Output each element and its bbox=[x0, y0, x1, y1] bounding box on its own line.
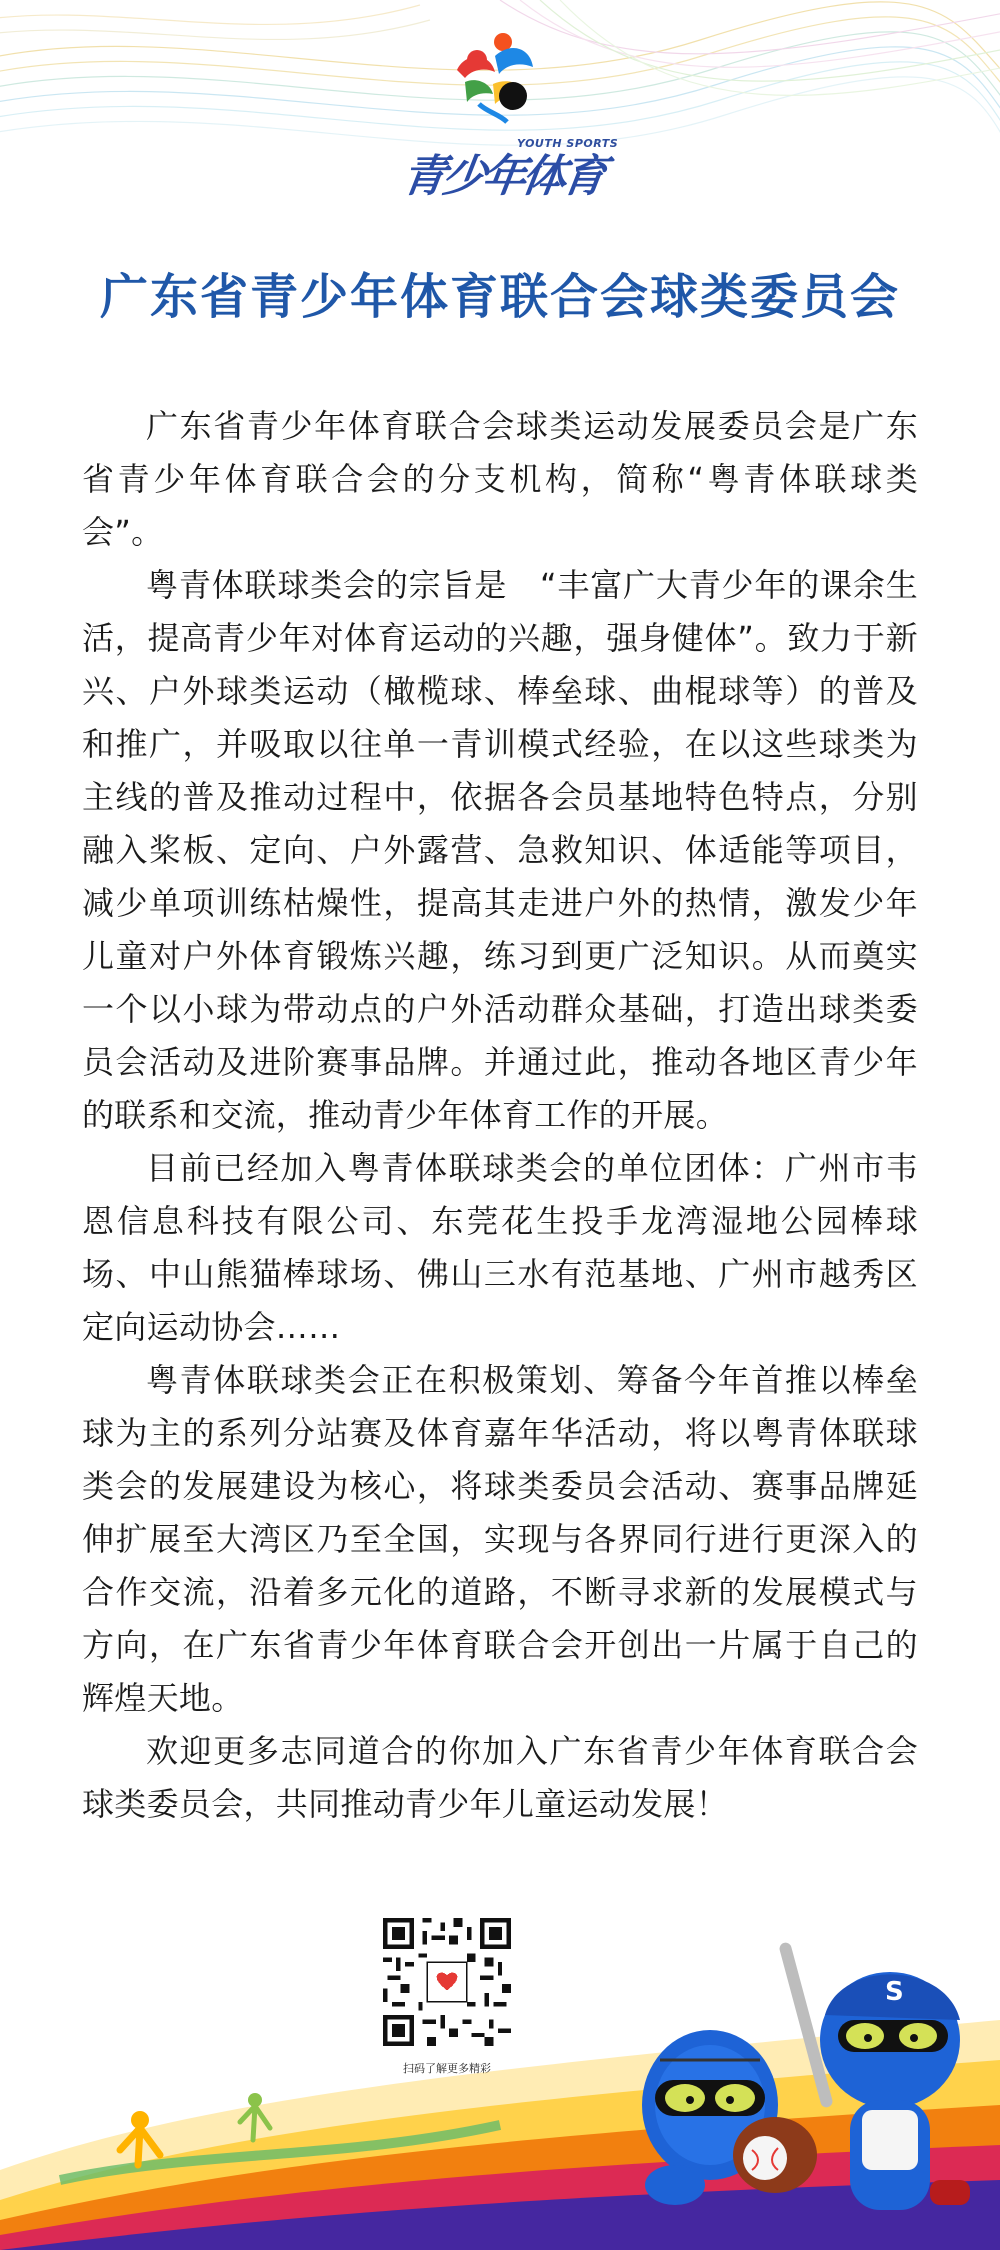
logo-english-text: YOUTH SPORTS bbox=[517, 137, 619, 150]
paragraph-plans: 粤青体联球类会正在积极策划、筹备今年首推以棒垒球为主的系列分站赛及体育嘉年华活动，将以粤青体联球类会的发展建设为核心，将球类委员会活动、赛事品牌延伸扩展至大湾区乃至全国，实现与各界同行进行更深入的合作交流，沿着多元化的道路，不断寻求新的发展模式与方向，在广东省青少年体育联合会开创出一片属于自己的辉煌天地。 bbox=[82, 1361, 918, 1717]
paragraph-welcome: 欢迎更多志同道合的你加入广东省青少年体育联合会球类委员会，共同推动青少年儿童运动发展！ bbox=[82, 1732, 918, 1823]
svg-text:S: S bbox=[885, 1977, 904, 2007]
catcher-mascot bbox=[642, 2030, 817, 2205]
qr-code bbox=[383, 1918, 511, 2046]
paragraph-mission: 粤青体联球类会的宗旨是 “丰富广大青少年的课余生活，提高青少年对体育运动的兴趣，强身健体”。致力于新兴、户外球类运动（橄榄球、棒垒球、曲棍球等）的普及和推广，并吸取以往单一青训模式经验，在以这些球类为主线的普及推动过程中，依据各会员基地特色特点，分别融入桨板、定向、户外露营、急救知识、体适能等项目，减少单项训练枯燥性，提高其走进户外的热情，激发少年儿童对户外体育锻炼兴趣，练习到更广泛知识。从而奠实一个以小球为带动点的户外活动群众基础，打造出球类委员会活动及进阶赛事品牌。并通过此，推动各地区青少年的联系和交流，推动青少年体育工作的开展。 bbox=[82, 566, 918, 1134]
paragraph-members: 目前已经加入粤青体联球类会的单位团体：广州市韦恩信息科技有限公司、东莞花生投手龙湾湿地公园棒球场、中山熊猫棒球场、佛山三水有范基地、广州市越秀区定向运动协会…… bbox=[82, 1149, 918, 1346]
paragraph-intro: 广东省青少年体育联合会球类运动发展委员会是广东省青少年体育联合会的分支机构，简称“粤青体联球类会”。 bbox=[82, 407, 918, 551]
qr-caption: 扫码了解更多精彩 bbox=[403, 2062, 491, 2075]
article-body bbox=[82, 400, 918, 1831]
baseball-mascots-illustration bbox=[600, 1920, 1000, 2250]
page-title: 广东省青少年体育联合会球类委员会 bbox=[99, 269, 900, 325]
logo-chinese-text: 青少年体育 bbox=[398, 151, 606, 202]
youth-sports-logo bbox=[395, 22, 619, 202]
